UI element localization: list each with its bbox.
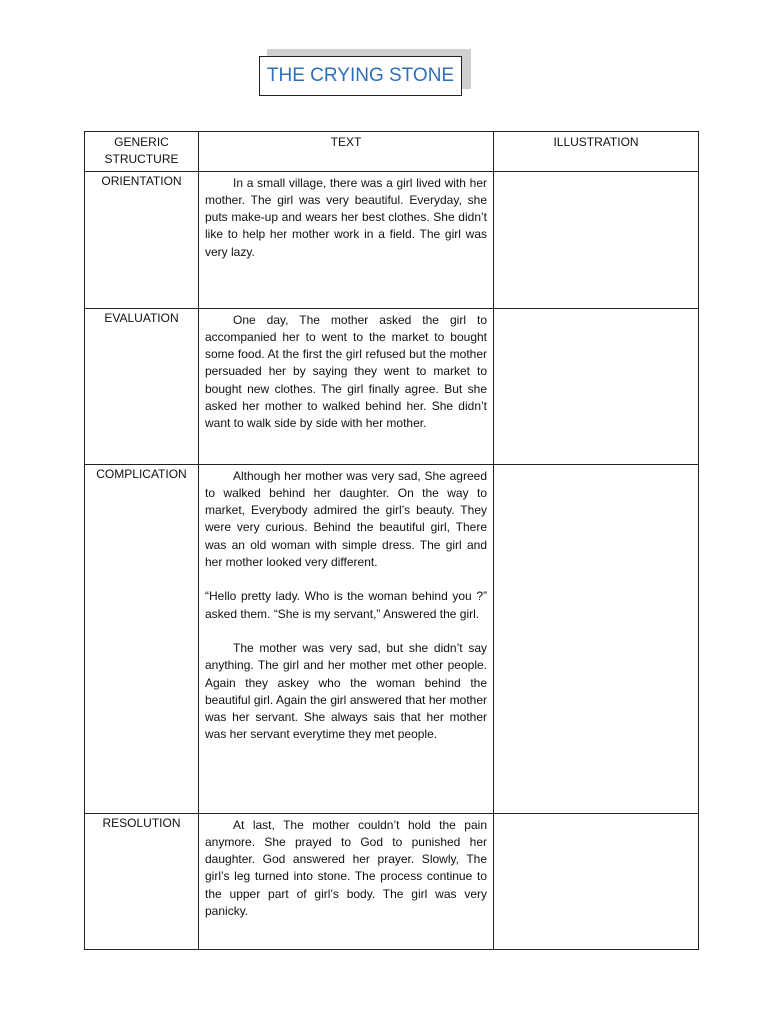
generic-structure-table	[84, 131, 699, 950]
paragraph: The mother was very sad, but she didn’t say anything. The girl and her mother met other people. Again they askey who the woman behind the beautiful girl. Again the girl answered that her mother was her servant. She always sais that her mother was her servant everytime they met people.	[205, 640, 487, 742]
stage-label: ORIENTATION	[85, 171, 199, 308]
table-row	[85, 308, 699, 464]
stage-label: EVALUATION	[85, 308, 199, 464]
table-row	[85, 464, 699, 813]
header-generic-structure: GENERIC STRUCTURE	[85, 132, 199, 172]
table-header-row	[85, 132, 699, 172]
illustration-cell	[494, 464, 699, 813]
table-row	[85, 813, 699, 949]
illustration-cell	[494, 813, 699, 949]
header-text: TEXT	[199, 132, 494, 172]
stage-text	[199, 464, 494, 813]
stage-text	[199, 308, 494, 464]
title-box	[259, 56, 462, 96]
page-title: THE CRYING STONE	[266, 65, 455, 86]
table-row	[85, 171, 699, 308]
paragraph: One day, The mother asked the girl to accompanied her to went to the market to bought some food. At the first the girl refused but the mother persuaded her by saying they went to market to bought new clothes. The girl finally agree. But she asked her mother to walked behind her. She didn’t want to walk side by side with her mother.	[205, 312, 487, 431]
stage-text	[199, 171, 494, 308]
illustration-cell	[494, 308, 699, 464]
paragraph: In a small village, there was a girl lived with her mother. The girl was very beautiful. Everyday, she puts make-up and wears her best clothes. She didn’t like to help her mother work in a field. The girl was very lazy.	[205, 175, 487, 259]
header-illustration: ILLUSTRATION	[494, 132, 699, 172]
stage-label: COMPLICATION	[85, 464, 199, 813]
stage-label: RESOLUTION	[85, 813, 199, 949]
paragraph: Although her mother was very sad, She agreed to walked behind her daughter. On the way to market, Everybody admired the girl’s beauty. They were very curious. Behind the beautiful girl, There was an old woman with simple dress. The girl and her mother looked very different.	[205, 468, 487, 570]
paragraph: “Hello pretty lady. Who is the woman behind you ?” asked them. “She is my servant,” Answered the girl.	[205, 589, 487, 621]
illustration-cell	[494, 171, 699, 308]
stage-text	[199, 813, 494, 949]
paragraph: At last, The mother couldn’t hold the pain anymore. She prayed to God to punished her daughter. God answered her prayer. Slowly, The girl’s leg turned into stone. The process continue to the upper part of girl’s body. The girl was very panicky.	[205, 817, 487, 919]
